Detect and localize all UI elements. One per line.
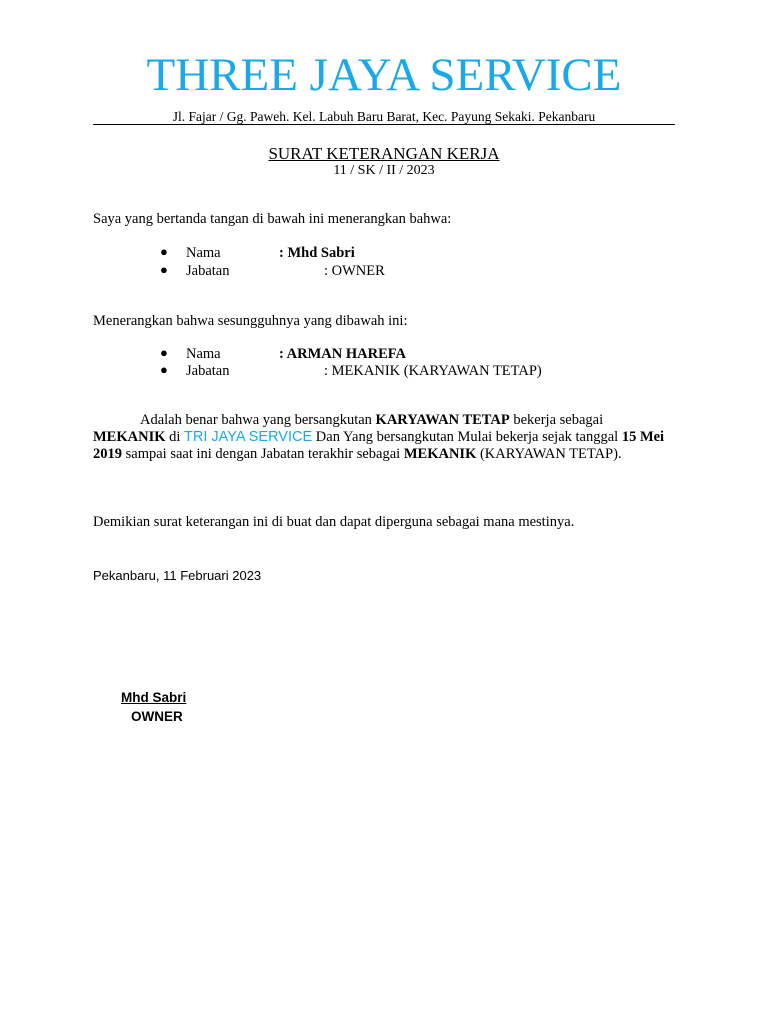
- employee-position-value: : MEKANIK (KARYAWAN TETAP): [324, 363, 542, 379]
- paragraph-text: (KARYAWAN TETAP).: [476, 446, 622, 463]
- paragraph-text: sampai saat ini dengan Jabatan terakhir sebagai: [122, 446, 404, 463]
- job-title: MEKANIK: [403, 446, 477, 463]
- header-divider: [93, 124, 675, 125]
- document-title: SURAT KETERANGAN KERJA: [268, 144, 500, 163]
- company-name-inline: TRI JAYA SERVICE: [184, 429, 313, 446]
- paragraph-text: di: [165, 429, 185, 446]
- signer-position-value: : OWNER: [324, 263, 385, 279]
- employee-name-label: Nama: [186, 346, 221, 362]
- bullet-icon: ●: [160, 345, 168, 360]
- company-address: Jl. Fajar / Gg. Paweh. Kel. Labuh Baru Barat, Kec. Payung Sekaki. Pekanbaru: [172, 109, 596, 124]
- start-date: 15 Mei 2019: [93, 429, 665, 463]
- paragraph-text: Adalah benar bahwa yang bersangkutan: [140, 412, 376, 428]
- statement-text: Menerangkan bahwa sesungguhnya yang dibawah ini:: [93, 313, 408, 329]
- body-paragraph: [93, 412, 671, 463]
- company-title: THREE JAYA SERVICE: [146, 49, 622, 101]
- employee-position-label: Jabatan: [186, 363, 230, 379]
- job-title: MEKANIK: [93, 429, 166, 446]
- document-number: 11 / SK / II / 2023: [333, 163, 435, 178]
- place-date: Pekanbaru, 11 Februari 2023: [93, 568, 262, 583]
- signer-name-label: Nama: [186, 245, 221, 261]
- signer-position-label: Jabatan: [186, 263, 230, 279]
- signature-name: Mhd Sabri: [121, 690, 187, 705]
- signer-name-value: : Mhd Sabri: [279, 245, 355, 261]
- paragraph-text: bekerja sebagai: [509, 412, 604, 428]
- employee-name-value: : ARMAN HAREFA: [279, 346, 406, 362]
- bullet-icon: ●: [160, 262, 168, 277]
- signature-role: OWNER: [131, 709, 183, 724]
- closing-text: Demikian surat keterangan ini di buat dan dapat diperguna sebagai mana mestinya.: [93, 514, 575, 530]
- intro-text: Saya yang bertanda tangan di bawah ini menerangkan bahwa:: [93, 211, 452, 227]
- bullet-icon: ●: [160, 244, 168, 259]
- bullet-icon: ●: [160, 362, 168, 377]
- paragraph-text: Dan Yang bersangkutan Mulai bekerja sejak tanggal: [312, 429, 622, 446]
- employment-status: KARYAWAN TETAP: [375, 412, 510, 428]
